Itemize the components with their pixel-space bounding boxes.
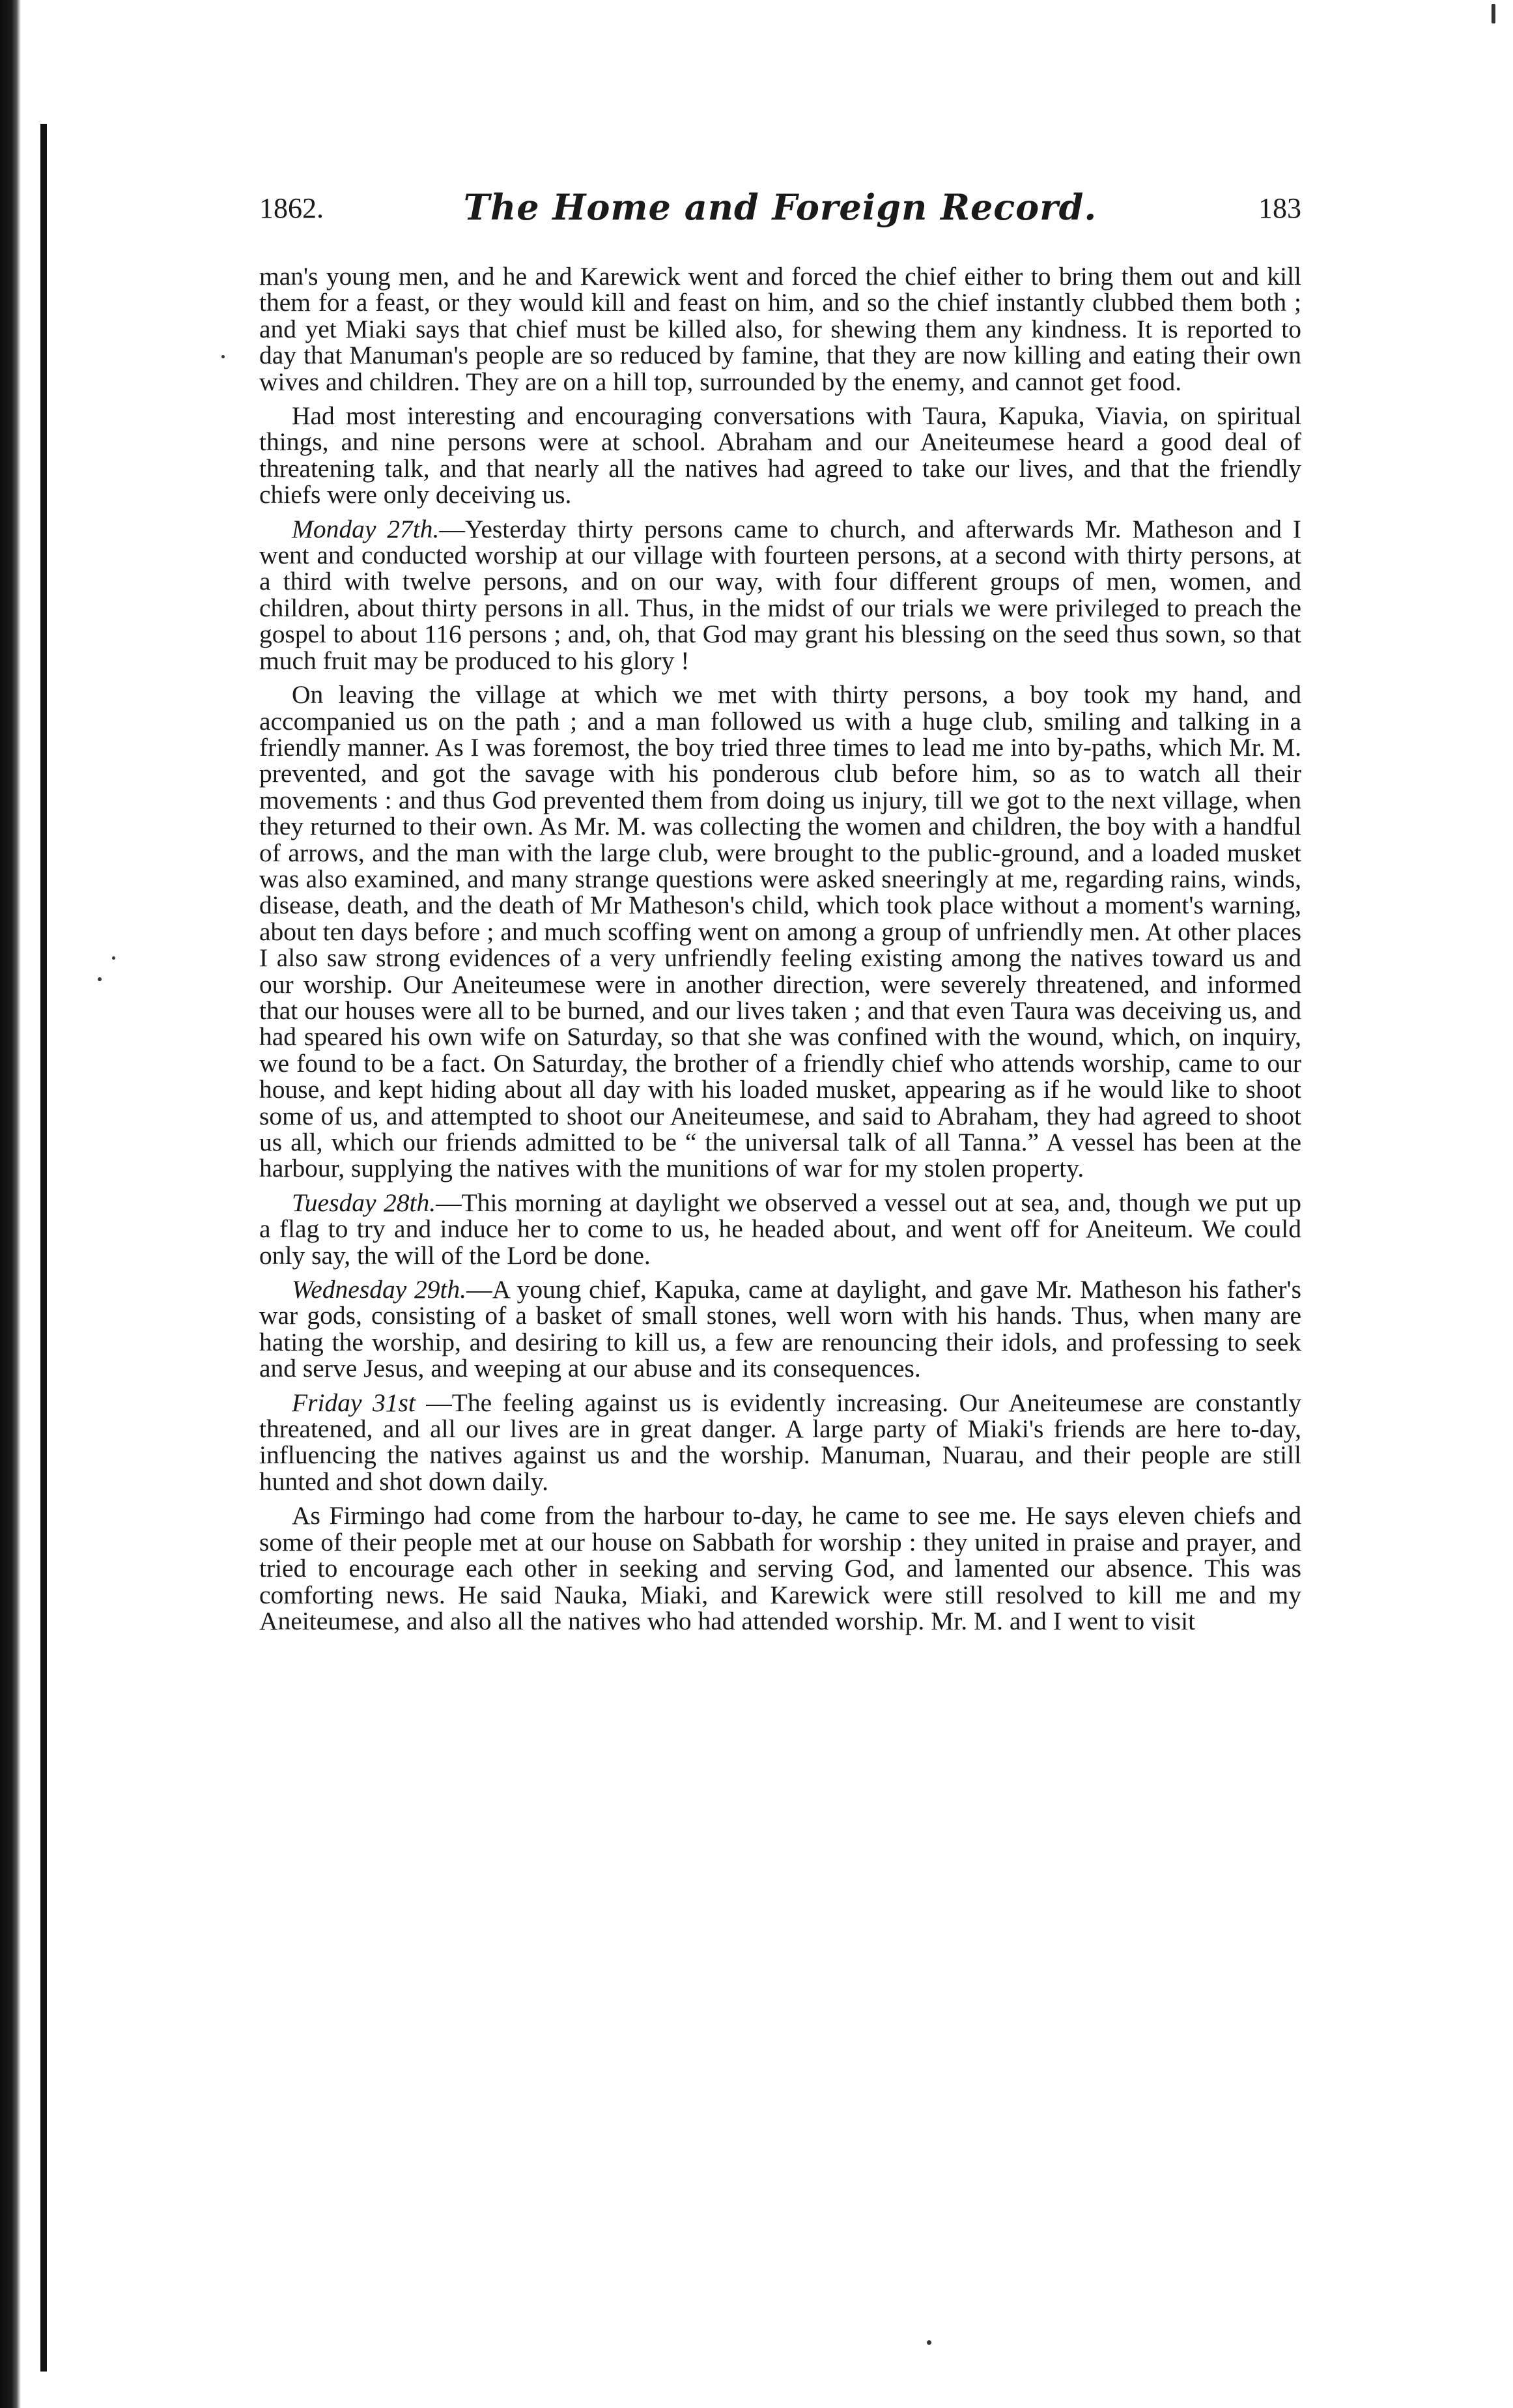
journal-title: The Home and Foreign Record. (463, 186, 1097, 228)
print-speck (1492, 4, 1495, 23)
paragraph-text: On leaving the village at which we met with thirty persons, a boy took my hand, and accompanied us on the path ; and a man followed us with a huge club, smiling and talking in a friendly manner. As I was foremost, the boy tried three times to lead me into by-paths, which Mr. M. prevented, and got the savage with his ponderous club before him, so as to watch all their movements : and thus God prevented them from doing us injury, till we got to the next village, when they returned to their own. As Mr. M. was collecting the women and children, the boy with a handful of arrows, and the man with the large club, were brought to the public-ground, and a loaded musket was also examined, and many strange questions were asked sneeringly at me, regarding rains, winds, disease, death, and the death of Mr Matheson's child, which took place without a moment's warning, about ten days before ; and much scoffing went on among a group of unfriendly men. At other places I also saw strong evidences of a very unfriendly feeling existing among the natives toward us and our worship. Our Aneiteumese were in another direction, were severely threatened, and informed that our houses were all to be burned, and our lives taken ; and that even Taura was deceiving us, and had speared his own wife on Saturday, so that she was confined with the wound, which, on inquiry, we found to be a fact. On Saturday, the brother of a friendly chief who attends worship, came to our house, and kept hiding about all day with his loaded musket, appearing as if he would like to shoot some of us, and attempted to shoot our Aneiteumese, and said to Abraham, they had agreed to shoot us all, which our friends admitted to be “ the universal talk of all Tanna.” A vessel has been at the harbour, supplying the natives with the munitions of war for my stolen property. (259, 680, 1301, 1183)
header-year: 1862. (259, 192, 324, 224)
article-body (259, 263, 1301, 1642)
paragraph-7 (259, 1390, 1301, 1495)
paragraph-2 (259, 403, 1301, 508)
print-speck (112, 956, 115, 960)
running-head (259, 186, 1301, 238)
paragraph-1 (259, 263, 1301, 395)
page-number: 183 (1258, 192, 1301, 224)
paragraph-text: As Firmingo had come from the harbour to-day, he came to see me. He says eleven chiefs and some of their people met at our house on Sabbath for worship : they united in praise and prayer, and tried to encourage each other in seeking and serving God, and lamented our absence. This was comforting news. He said Nauka, Miaki, and Karewick were still resolved to kill me and my Aneiteumese, and also all the natives who had attended worship. Mr. M. and I went to visit (259, 1501, 1301, 1635)
page-binding-edge (0, 0, 21, 2408)
entry-date: Friday 31st (292, 1388, 416, 1417)
paragraph-text: —The feeling against us is evidently increasing. Our Aneiteumese are constantly threatened, and all our lives are in great danger. A large party of Miaki's friends are here to-day, influencing the natives against us and the worship. Manuman, Nuarau, and their people are still hunted and shot down daily. (259, 1388, 1301, 1496)
print-speck (221, 355, 225, 358)
print-speck (98, 977, 102, 981)
entry-date: Monday 27th. (292, 514, 440, 543)
binding-shadow-rule (40, 124, 47, 2372)
print-speck (927, 2340, 931, 2345)
paragraph-8 (259, 1502, 1301, 1634)
paragraph-5 (259, 1190, 1301, 1268)
paragraph-text: man's young men, and he and Karewick went and forced the chief either to bring them out and kill them for a feast, or they would kill and feast on him, and so the chief instantly clubbed them both ; and yet Miaki says that chief must be killed also, for shewing them any kindness. It is reported to day that Manuman's people are so reduced by famine, that they are now killing and eating their own wives and children. They are on a hill top, surrounded by the enemy, and cannot get food. (259, 262, 1301, 396)
paragraph-3 (259, 516, 1301, 674)
paragraph-4 (259, 681, 1301, 1182)
paragraph-text: Had most interesting and encouraging conversations with Taura, Kapuka, Viavia, on spiritual things, and nine persons were at school. Abraham and our Aneiteumese heard a good deal of threatening talk, and that nearly all the natives had agreed to take our lives, and that the friendly chiefs were only deceiving us. (259, 401, 1301, 509)
paragraph-text: —This morning at daylight we observed a vessel out at sea, and, though we put up a flag to try and induce her to come to us, he headed about, and went off for Aneiteum. We could only say, the will of the Lord be done. (259, 1188, 1301, 1270)
paragraph-6 (259, 1276, 1301, 1382)
entry-date: Tuesday 28th. (292, 1188, 436, 1217)
paragraph-text: —Yesterday thirty persons came to church, and afterwards Mr. Matheson and I went and conducted worship at our village with fourteen persons, at a second with thirty persons, at a third with twelve persons, and on our way, with four different groups of men, women, and children, about thirty persons in all. Thus, in the midst of our trials we were privileged to preach the gospel to about 116 persons ; and, oh, that God may grant his blessing on the seed thus sown, so that much fruit may be produced to his glory ! (259, 514, 1301, 675)
entry-date: Wednesday 29th. (292, 1275, 467, 1304)
paragraph-text: —A young chief, Kapuka, came at daylight, and gave Mr. Matheson his father's war gods, consisting of a basket of small stones, well worn with his hands. Thus, when many are hating the worship, and desiring to kill us, a few are renouncing their idols, and professing to seek and serve Jesus, and weeping at our abuse and its consequences. (259, 1275, 1301, 1383)
